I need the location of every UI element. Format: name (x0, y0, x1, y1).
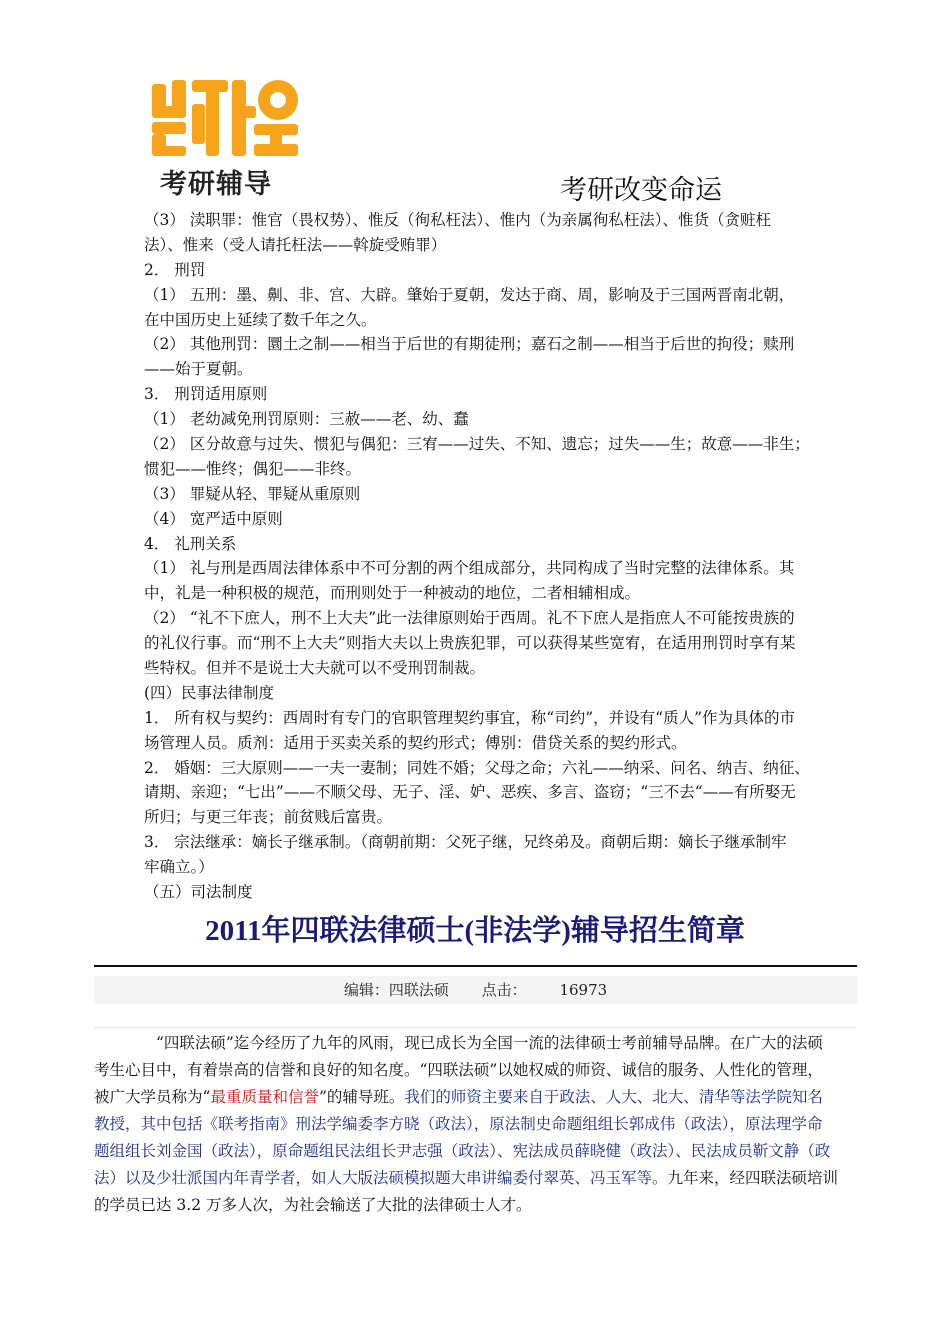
faculty-text: 法）以及少壮派国内年青学者，如人大版法硕模拟题大串讲编委付翠英、冯玉军等。 (94, 1169, 668, 1187)
document-body (144, 208, 812, 905)
body-line: （4） 宽严适中原则 (144, 509, 283, 528)
highlight-text: 最重质量和信誉 (210, 1088, 319, 1106)
body-line: 2． 刑罚 (144, 260, 206, 279)
editor-value: 四联法硕 (388, 981, 449, 999)
body-line: （2） 其他刑罚：圜土之制——相当于后世的有期徒刑；嘉石之制——相当于后世的拘役；赎刑 (144, 335, 795, 354)
body-line: 场管理人员。质剂：适用于买卖关系的契约形式；傅别：借贷关系的契约形式。 (144, 733, 687, 752)
intro-line (94, 1165, 859, 1192)
body-line: 请期、亲迎；“七出”——不顺父母、无子、淫、妒、恶疾、多言、盗窃；“三不去“——有所娶无 (144, 783, 796, 802)
logo (150, 76, 300, 200)
body-line: 些特权。但并不是说士大夫就可以不受刑罚制裁。 (144, 659, 486, 678)
banner-title: 2011年四联法律硕士(非法学)辅导招生简章 (205, 915, 745, 947)
meta-bar (94, 976, 857, 1004)
body-line: 惯犯——惟终；偶犯——非终。 (144, 459, 362, 478)
body-line: 3． 刑罚适用原则 (144, 385, 268, 404)
faculty-text: 我们的师资主要来自于政法、人大、北大、清华等法学院知名 (404, 1088, 823, 1106)
body-line: 的礼仪行事。而“刑不上大夫”则指大夫以上贵族犯罪，可以获得某些宽宥，在适用刑罚时享有某 (144, 634, 796, 653)
body-line: （3） 罪疑从轻、罪疑从重原则 (144, 484, 361, 503)
hits-value: 16973 (559, 981, 608, 999)
intro-line (94, 1084, 859, 1111)
body-line: ——始于夏朝。 (144, 360, 253, 379)
body-line: （2） “礼不下庶人，刑不上大夫”此一法律原则始于西周。礼不下庶人是指庶人不可能按贵族的 (144, 609, 795, 628)
editor-label: 编辑： (343, 981, 389, 999)
divider (94, 965, 857, 967)
body-line: 在中国历史上延续了数千年之久。 (144, 310, 377, 329)
logo-subtitle: 考研辅导 (160, 169, 272, 200)
intro-paragraph (94, 1030, 859, 1219)
body-line: 4． 礼刑关系 (144, 534, 237, 553)
body-line: (四）民事法律制度 (144, 683, 275, 702)
body-line: 中，礼是一种积极的规范，而刑则处于一种被动的地位，二者相辅相成。 (144, 584, 641, 603)
body-line: （1） 礼与刑是西周法律体系中不可分割的两个组成部分，共同构成了当时完整的法律体系。其 (144, 559, 795, 578)
hits-label: 点击： (481, 981, 527, 999)
body-line: 1． 所有权与契约：西周时有专门的官职管理契约事宜，称“司约”，并设有“质人”作为具体的市 (144, 708, 795, 727)
body-line: 法）、惟来（受人请托枉法——斡旋受贿罪） (144, 235, 447, 254)
faint-divider (94, 1027, 857, 1028)
intro-line: 教授，其中包括《联考指南》刑法学编委李方晓（政法），原法制史命题组组长郭成伟（政法），原法理学命 (94, 1115, 823, 1133)
intro-text: 被广大学员称为“ (94, 1088, 211, 1106)
body-line: （2） 区分故意与过失、惯犯与偶犯：三宥——过失、不知、遗忘；过失——生；故意——非生； (144, 435, 810, 454)
slogan: 考研改变命运 (560, 175, 722, 206)
body-line: 2． 婚姻：三大原则——一夫一妻制；同姓不婚；父母之命；六礼——纳采、问名、纳吉、纳征、 (144, 758, 810, 777)
body-line: 牢确立。） (144, 858, 214, 877)
intro-text: 九年来，经四联法硕培训 (667, 1169, 839, 1187)
body-line: （3） 渎职罪：惟官（畏权势）、惟反（徇私枉法）、惟内（为亲属徇私枉法）、惟货（贪赃枉 (144, 211, 772, 229)
body-line: （五）司法制度 (144, 883, 253, 902)
body-line: （1） 老幼减免刑罚原则：三赦——老、幼、蠢 (144, 410, 469, 429)
intro-line: 的学员已达 3.2 万多人次，为社会输送了大批的法律硕士人才。 (94, 1196, 532, 1214)
body-line: 所归；与更三年丧；前贫贱后富贵。 (144, 808, 393, 827)
intro-line: 题组组长刘金国（政法），原命题组民法组长尹志强（政法）、宪法成员薛晓健（政法）、民法成员靳文静（政 (94, 1142, 831, 1160)
body-line: （1） 五刑：墨、劓、非、宫、大辟。肇始于夏朝，发达于商、周，影响及于三国两晋南北朝， (144, 285, 795, 304)
logo-brand-mark (150, 76, 300, 158)
intro-text: ”的辅导班。 (318, 1088, 405, 1106)
intro-line: 考生心目中，有着崇高的信誉和良好的知名度。“四联法硕”以她权威的师资、诚信的服务、人性化的管理， (94, 1061, 823, 1079)
body-line: 3． 宗法继承：嫡长子继承制。（商朝前期：父死子继，兄终弟及。商朝后期：嫡长子继承制牢 (144, 833, 787, 852)
intro-line: “四联法硕”迄今经历了九年的风雨，现已成长为全国一流的法律硕士考前辅导品牌。在广大的法硕 (156, 1034, 823, 1052)
